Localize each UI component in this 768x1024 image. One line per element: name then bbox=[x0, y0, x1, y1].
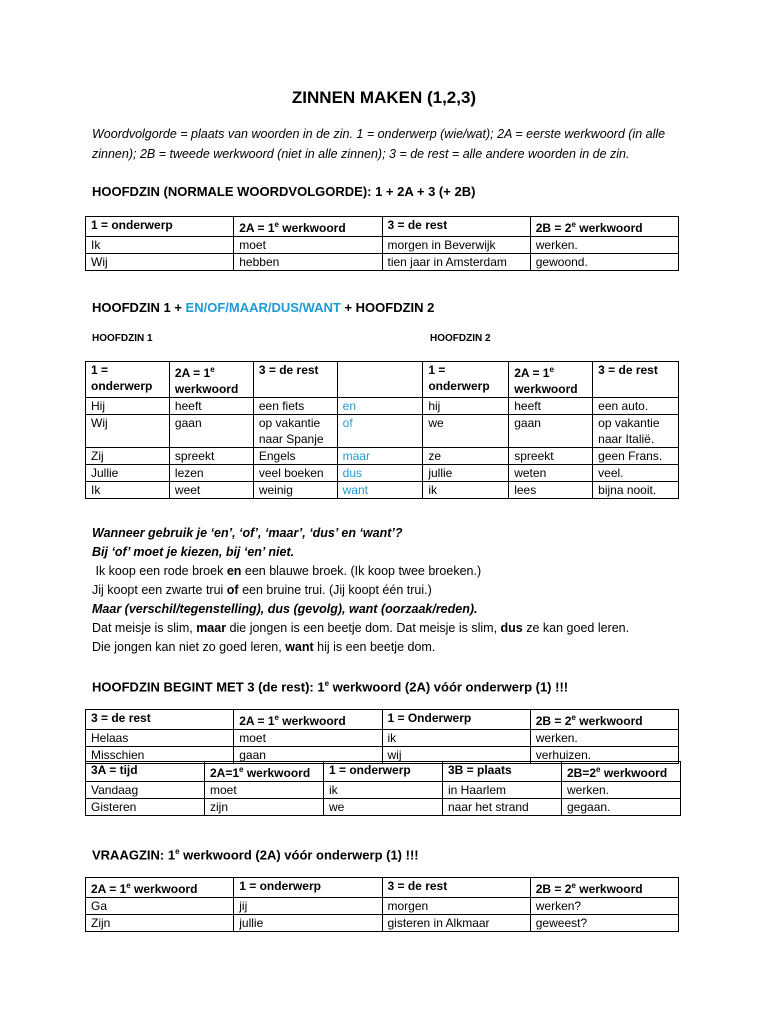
table-row bbox=[86, 915, 679, 932]
cell: moet bbox=[234, 237, 382, 254]
explanation-question: Wanneer gebruik je ‘en’, ‘of’, ‘maar’, ‘dus’ en ‘want’? bbox=[92, 526, 403, 540]
cell: in Haarlem bbox=[443, 782, 562, 799]
cell: veel. bbox=[593, 465, 679, 482]
table-row bbox=[86, 237, 679, 254]
table-header-row bbox=[86, 762, 681, 782]
cell: Misschien bbox=[86, 747, 234, 764]
emphasis: want bbox=[285, 640, 314, 654]
subheading-hoofdzin-1: HOOFDZIN 1 bbox=[92, 333, 153, 344]
emphasis: en bbox=[226, 564, 242, 578]
cell: verhuizen. bbox=[530, 747, 678, 764]
text: Dat meisje is slim, bbox=[92, 621, 197, 635]
cell: weet bbox=[169, 482, 253, 499]
cell: Ik bbox=[86, 237, 234, 254]
table-row bbox=[86, 782, 681, 799]
cell: gisteren in Alkmaar bbox=[382, 915, 530, 932]
cell: ik bbox=[423, 482, 509, 499]
cell: Wij bbox=[86, 415, 170, 448]
cell: geweest? bbox=[530, 915, 678, 932]
explanation-rule: Maar (verschil/tegenstelling), dus (gevolg), want (oorzaak/reden). bbox=[92, 602, 478, 616]
cell: morgen bbox=[382, 898, 530, 915]
header-cell: 1 = onderwerp bbox=[423, 362, 509, 398]
cell: hij bbox=[423, 398, 509, 415]
text: Die jongen kan niet zo goed leren, bbox=[92, 640, 286, 654]
example-line bbox=[92, 619, 692, 638]
section-4-heading: VRAAGZIN: 1e werkwoord (2A) vóór onderwerp (1) !!! bbox=[92, 847, 419, 863]
table-row bbox=[86, 482, 679, 499]
explanation-rule: Bij ‘of’ moet je kiezen, bij ‘en’ niet. bbox=[92, 545, 295, 559]
conjunction-cell: want bbox=[337, 482, 423, 499]
table-header-row bbox=[86, 362, 679, 398]
cell: lezen bbox=[169, 465, 253, 482]
heading-part: + HOOFDZIN 2 bbox=[340, 300, 435, 315]
table-row bbox=[86, 398, 679, 415]
cell: bijna nooit. bbox=[593, 482, 679, 499]
table-begint-met-3 bbox=[85, 709, 679, 764]
cell: morgen in Beverwijk bbox=[382, 237, 530, 254]
header-cell: 3 = de rest bbox=[86, 710, 234, 730]
cell: moet bbox=[205, 782, 324, 799]
cell: lees bbox=[509, 482, 593, 499]
header-cell: $2A = 1^e$ werkwoord bbox=[86, 878, 234, 898]
cell: zijn bbox=[205, 799, 324, 816]
cell: Vandaag bbox=[86, 782, 205, 799]
cell: we bbox=[324, 799, 443, 816]
section-2-heading bbox=[92, 300, 434, 315]
cell: een fiets bbox=[253, 398, 337, 415]
cell: ze bbox=[423, 448, 509, 465]
cell: op vakantie naar Italië. bbox=[593, 415, 679, 448]
table-header-row bbox=[86, 710, 679, 730]
cell: gegaan. bbox=[562, 799, 681, 816]
cell: spreekt bbox=[509, 448, 593, 465]
text: hij is een beetje dom. bbox=[313, 640, 436, 654]
header-cell: 3 = de rest bbox=[382, 878, 530, 898]
header-cell: $2A = 1^e$ werkwoord bbox=[509, 362, 593, 398]
cell: werken. bbox=[562, 782, 681, 799]
cell: werken. bbox=[530, 237, 678, 254]
table-hoofdzin bbox=[85, 216, 679, 271]
header-cell: $2B = 2^e$ werkwoord bbox=[530, 217, 678, 237]
cell: jullie bbox=[234, 915, 382, 932]
header-cell: 1 = onderwerp bbox=[234, 878, 382, 898]
cell: hebben bbox=[234, 254, 382, 271]
cell: weten bbox=[509, 465, 593, 482]
example-line bbox=[92, 581, 692, 600]
cell: Jullie bbox=[86, 465, 170, 482]
cell: op vakantie naar Spanje bbox=[253, 415, 337, 448]
conjunctions-highlight: EN/OF/MAAR/DUS/WANT bbox=[185, 300, 341, 315]
cell: gaan bbox=[169, 415, 253, 448]
section-3-heading: HOOFDZIN BEGINT MET 3 (de rest): 1e werkwoord (2A) vóór onderwerp (1) !!! bbox=[92, 679, 569, 695]
section-1-heading: HOOFDZIN (NORMALE WOORDVOLGORDE): 1 + 2A + 3 (+ 2B) bbox=[92, 184, 476, 199]
cell: Engels bbox=[253, 448, 337, 465]
cell: heeft bbox=[169, 398, 253, 415]
header-cell: 3 = de rest bbox=[593, 362, 679, 398]
table-vraagzin bbox=[85, 877, 679, 932]
header-cell: $2A=1^e$ werkwoord bbox=[205, 762, 324, 782]
header-cell: 1 = onderwerp bbox=[86, 362, 170, 398]
header-cell: 3 = de rest bbox=[382, 217, 530, 237]
conjunction-cell: dus bbox=[337, 465, 423, 482]
header-cell: 1 = onderwerp bbox=[324, 762, 443, 782]
table-row bbox=[86, 799, 681, 816]
example-line bbox=[92, 638, 692, 657]
heading-part: HOOFDZIN 1 + bbox=[92, 300, 186, 315]
cell: gewoond. bbox=[530, 254, 678, 271]
explanation-block bbox=[92, 524, 692, 657]
cell: naar het strand bbox=[443, 799, 562, 816]
cell: gaan bbox=[509, 415, 593, 448]
conjunction-cell: en bbox=[337, 398, 423, 415]
table-conjunctions bbox=[85, 361, 679, 499]
cell: Gisteren bbox=[86, 799, 205, 816]
header-cell bbox=[337, 362, 423, 398]
cell: Ik bbox=[86, 482, 170, 499]
text: Jij koopt een zwarte trui bbox=[92, 583, 227, 597]
cell: Wij bbox=[86, 254, 234, 271]
table-header-row bbox=[86, 878, 679, 898]
cell: ik bbox=[324, 782, 443, 799]
text: een bruine trui. (Jij koopt één trui.) bbox=[238, 583, 432, 597]
text: ze kan goed leren. bbox=[522, 621, 630, 635]
cell: tien jaar in Amsterdam bbox=[382, 254, 530, 271]
header-cell: $2A = 1^e$ werkwoord bbox=[234, 217, 382, 237]
cell: heeft bbox=[509, 398, 593, 415]
cell: Ga bbox=[86, 898, 234, 915]
table-row bbox=[86, 254, 679, 271]
intro-text: Woordvolgorde = plaats van woorden in de zin. 1 = onderwerp (wie/wat); 2A = eerste werkwoord (in alle zinnen); 2B = tweede werkwoord (niet in alle zinnen); 3 = de rest = alle andere woorden in de zin. bbox=[92, 127, 666, 161]
table-row bbox=[86, 730, 679, 747]
page-title: ZINNEN MAKEN (1,2,3) bbox=[291, 88, 477, 107]
table-tijd-plaats bbox=[85, 761, 681, 816]
cell: jullie bbox=[423, 465, 509, 482]
cell: een auto. bbox=[593, 398, 679, 415]
table-header-row bbox=[86, 217, 679, 237]
header-cell: 3B = plaats bbox=[443, 762, 562, 782]
conjunction-cell: maar bbox=[337, 448, 423, 465]
header-cell: $2B = 2^e$ werkwoord bbox=[530, 878, 678, 898]
table-row bbox=[86, 415, 679, 448]
cell: Zijn bbox=[86, 915, 234, 932]
cell: Zij bbox=[86, 448, 170, 465]
table-row bbox=[86, 898, 679, 915]
header-cell: 3A = tijd bbox=[86, 762, 205, 782]
text: die jongen is een beetje dom. Dat meisje is slim, bbox=[226, 621, 501, 635]
header-cell: $2B = 2^e$ werkwoord bbox=[530, 710, 678, 730]
cell: moet bbox=[234, 730, 382, 747]
cell: veel boeken bbox=[253, 465, 337, 482]
emphasis: of bbox=[226, 583, 239, 597]
header-cell: 1 = Onderwerp bbox=[382, 710, 530, 730]
text: Ik koop een rode broek bbox=[92, 564, 227, 578]
cell: spreekt bbox=[169, 448, 253, 465]
cell: we bbox=[423, 415, 509, 448]
cell: jij bbox=[234, 898, 382, 915]
table-row bbox=[86, 465, 679, 482]
conjunction-cell: of bbox=[337, 415, 423, 448]
header-cell: 1 = onderwerp bbox=[86, 217, 234, 237]
cell: wij bbox=[382, 747, 530, 764]
cell: ik bbox=[382, 730, 530, 747]
subheading-hoofdzin-2: HOOFDZIN 2 bbox=[430, 333, 491, 344]
cell: werken? bbox=[530, 898, 678, 915]
header-cell: $2A = 1^e$ werkwoord bbox=[234, 710, 382, 730]
header-cell: $2B=2^e$ werkwoord bbox=[562, 762, 681, 782]
header-cell: $2A = 1^e$ werkwoord bbox=[169, 362, 253, 398]
header-cell: 3 = de rest bbox=[253, 362, 337, 398]
emphasis: dus bbox=[500, 621, 523, 635]
emphasis: maar bbox=[196, 621, 227, 635]
table-row bbox=[86, 448, 679, 465]
cell: weinig bbox=[253, 482, 337, 499]
cell: geen Frans. bbox=[593, 448, 679, 465]
cell: gaan bbox=[234, 747, 382, 764]
cell: Helaas bbox=[86, 730, 234, 747]
example-line bbox=[92, 562, 692, 581]
cell: werken. bbox=[530, 730, 678, 747]
text: een blauwe broek. (Ik koop twee broeken.) bbox=[241, 564, 482, 578]
cell: Hij bbox=[86, 398, 170, 415]
